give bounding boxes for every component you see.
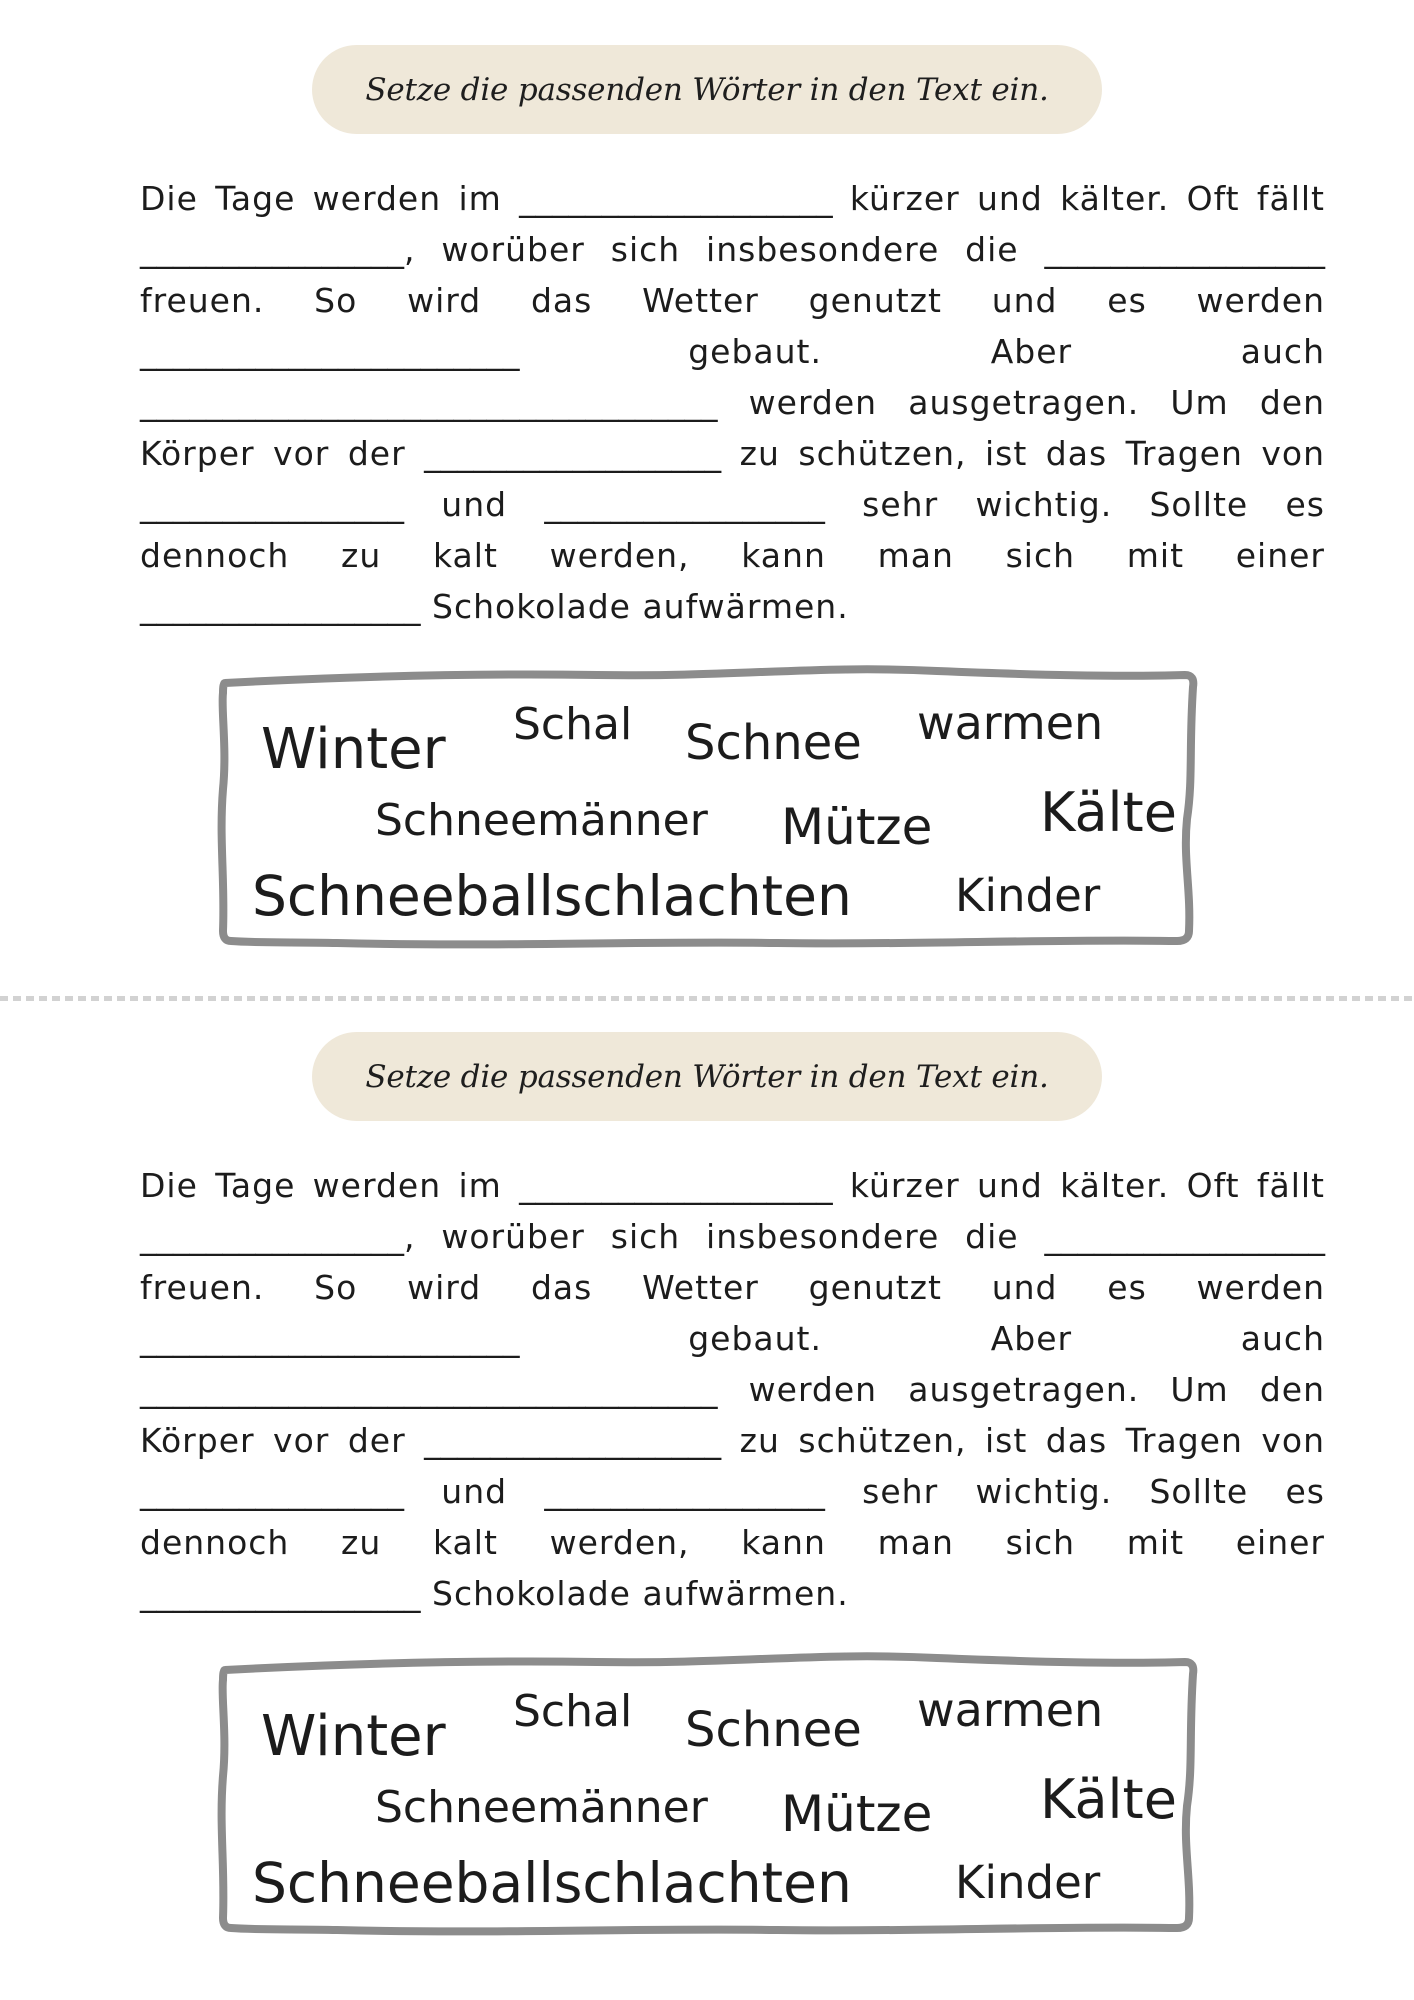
text-line (140, 1568, 1325, 1619)
text-segment: dennoch zu kalt werden, kann man sich mit einer (140, 1523, 1325, 1562)
word-bank-words (217, 1656, 1198, 1936)
word-bank-word: Kinder (955, 869, 1101, 922)
text-line (140, 1415, 1325, 1466)
worksheet (0, 0, 1414, 987)
answer-blank: _________________ (544, 1472, 825, 1511)
text-line (140, 581, 1325, 632)
answer-blank: ___________________ (519, 179, 833, 218)
instruction-title: Setze die passenden Wörter in den Text ein. (365, 71, 1049, 108)
word-bank-word: Kälte (1040, 781, 1177, 844)
text-segment: Körper vor der (140, 1421, 406, 1460)
word-bank-word: warmen (917, 696, 1104, 750)
word-bank-word: Schnee (685, 1702, 862, 1758)
text-segment: sehr wichtig. Sollte es (862, 1472, 1325, 1511)
answer-blank: ________________ (140, 1472, 404, 1511)
word-bank-word: Kälte (1040, 1768, 1177, 1831)
answer-blank: ________________ (140, 1217, 404, 1256)
text-segment: Die Tage werden im (140, 1166, 502, 1205)
word-bank-word: Schnee (685, 715, 862, 771)
word-bank-word: Kinder (955, 1856, 1101, 1909)
text-line (140, 1466, 1325, 1517)
text-line (140, 173, 1325, 224)
word-bank-word: Winter (261, 1704, 446, 1769)
text-segment: Schokolade aufwärmen. (432, 1574, 849, 1613)
word-bank-word: Schneeballschlachten (252, 864, 852, 928)
text-line (140, 1160, 1325, 1211)
answer-blank: __________________ (424, 434, 722, 473)
answer-blank: _________________ (140, 1574, 421, 1613)
instruction-banner (312, 1032, 1102, 1121)
text-line (140, 479, 1325, 530)
text-segment: gebaut. Aber auch (688, 1319, 1325, 1358)
text-segment: gebaut. Aber auch (688, 332, 1325, 371)
cloze-text (140, 173, 1325, 632)
text-segment: Körper vor der (140, 434, 406, 473)
answer-blank: ________________ (140, 485, 404, 524)
text-segment: werden ausgetragen. Um den (748, 1370, 1325, 1409)
text-segment: sehr wichtig. Sollte es (862, 485, 1325, 524)
text-line (140, 1211, 1325, 1262)
text-segment: zu schützen, ist das Tragen von (739, 434, 1326, 473)
word-bank-word: Schal (513, 1686, 633, 1737)
text-line (140, 1262, 1325, 1313)
text-segment: dennoch zu kalt werden, kann man sich mit einer (140, 536, 1325, 575)
answer-blank: _________________ (544, 485, 825, 524)
worksheet (0, 987, 1414, 1974)
text-segment: kürzer und kälter. Oft fällt (849, 1166, 1325, 1205)
answer-blank: ________________ (140, 230, 404, 269)
answer-blank: _______________________ (140, 332, 520, 371)
word-bank-word: Schneemänner (375, 1782, 708, 1833)
text-line (140, 377, 1325, 428)
word-bank-word: Mütze (781, 1785, 933, 1843)
text-line (140, 326, 1325, 377)
answer-blank: ___________________________________ (140, 383, 718, 422)
word-bank (217, 669, 1198, 949)
word-bank-words (217, 669, 1198, 949)
word-bank (217, 1656, 1198, 1936)
word-bank-word: Winter (261, 717, 446, 782)
text-segment: freuen. So wird das Wetter genutzt und es werden (140, 1268, 1325, 1307)
instruction-banner (312, 45, 1102, 134)
answer-blank: _________________ (1044, 230, 1325, 269)
text-segment: kürzer und kälter. Oft fällt (849, 179, 1325, 218)
text-segment: , worüber sich insbesondere die (404, 230, 1019, 269)
text-segment: werden ausgetragen. Um den (748, 383, 1325, 422)
text-segment: und (441, 485, 508, 524)
text-segment: , worüber sich insbesondere die (404, 1217, 1019, 1256)
text-line (140, 1313, 1325, 1364)
text-segment: Schokolade aufwärmen. (432, 587, 849, 626)
text-segment: Die Tage werden im (140, 179, 502, 218)
text-line (140, 530, 1325, 581)
answer-blank: ___________________ (519, 1166, 833, 1205)
text-segment: und (441, 1472, 508, 1511)
cloze-text (140, 1160, 1325, 1619)
answer-blank: __________________ (424, 1421, 722, 1460)
text-line (140, 1364, 1325, 1415)
word-bank-word: Schal (513, 699, 633, 750)
text-line (140, 275, 1325, 326)
text-segment: freuen. So wird das Wetter genutzt und es werden (140, 281, 1325, 320)
text-line (140, 1517, 1325, 1568)
word-bank-word: Mütze (781, 798, 933, 856)
text-line (140, 428, 1325, 479)
text-segment: zu schützen, ist das Tragen von (739, 1421, 1326, 1460)
word-bank-word: warmen (917, 1683, 1104, 1737)
word-bank-word: Schneemänner (375, 795, 708, 846)
text-line (140, 224, 1325, 275)
word-bank-word: Schneeballschlachten (252, 1851, 852, 1915)
answer-blank: _________________ (1044, 1217, 1325, 1256)
answer-blank: ___________________________________ (140, 1370, 718, 1409)
instruction-title: Setze die passenden Wörter in den Text ein. (365, 1058, 1049, 1095)
answer-blank: _______________________ (140, 1319, 520, 1358)
answer-blank: _________________ (140, 587, 421, 626)
